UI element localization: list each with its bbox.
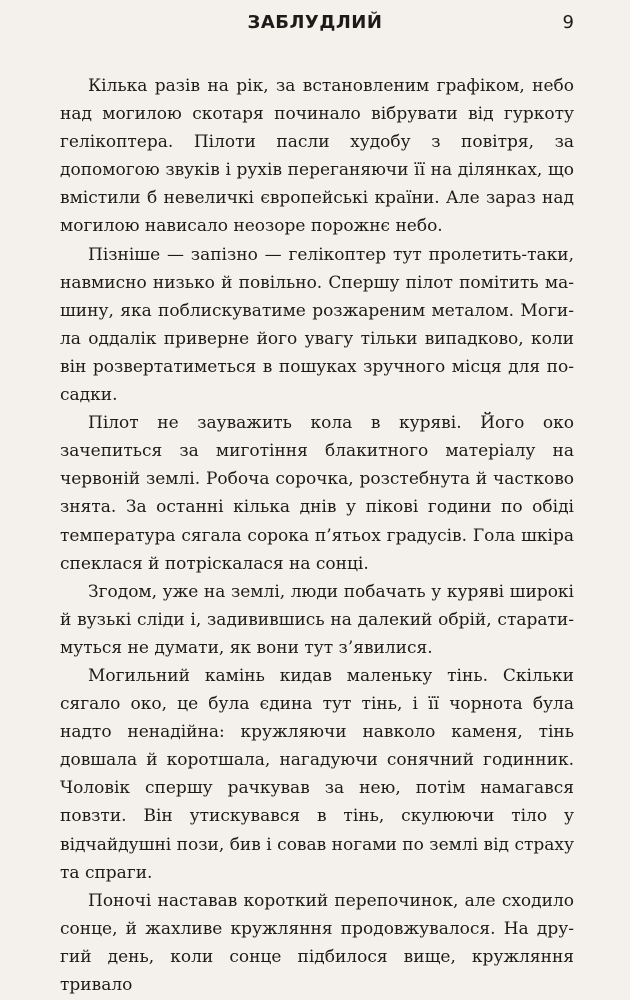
paragraph-4: Згодом, уже на землі, люди побачать у куряві широкі й вузькі сліди і, задивившись на далекий обрій, старатимуться не думати, як вони тут з’явилися. (60, 581, 574, 658)
paragraph-1: Кілька разів на рік, за встановленим графіком, небо над могилою скотаря починало вібрувати від гуркоту гелікоптера. Пілоти пасли худобу з повітря, за допомогою звуків і рухів переганяючи її на ділянках, що вмістили б невеличкі європейські країни. Але зараз над могилою нависало неозоре порожнє небо. (60, 76, 574, 237)
body-text (60, 72, 574, 999)
running-head (0, 10, 630, 40)
paragraph-6: Поночі наставав короткий перепочинок, але сходило сонце, й жахливе кружляння продовжувалося. На другий день, коли сонце підбилося вище, кружляння тривало (60, 890, 574, 995)
paragraph-3: Пілот не зауважить кола в куряві. Його око зачепиться за миготіння блакитного матеріалу на червоній землі. Робоча сорочка, розстебнута й частково знята. За останні кілька днів у пікові години по обіді температура сягала сорока п’ятьох градусів. Гола шкіра спеклася й потріскалася на сонці. (60, 413, 574, 574)
chapter-title: ЗАБЛУДЛИЙ (247, 12, 383, 33)
paragraph-5: Могильний камінь кидав маленьку тінь. Скільки сягало око, це була єдина тут тінь, і її чорнота була надто ненадійна: кружляючи навколо каменя, тінь довшала й коротшала, нагадуючи сонячний годинник. Чоловік спершу рачкував за нею, потім намагався повзти. Він утискувався в тінь, скулюючи тіло у відчайдушні пози, бив і совав ногами по землі від страху та спраги. (60, 665, 574, 883)
page-number: 9 (562, 12, 574, 33)
paragraph-2: Пізніше — запізно — гелікоптер тут пролетить-таки, навмисно низько й повільно. Спершу пілот помітить машину, яка поблискуватиме розжареним металом. Могила оддалік приверне його увагу тільки випадково, коли він розвертатиметься в пошуках зручного місця для посадки. (60, 244, 574, 406)
